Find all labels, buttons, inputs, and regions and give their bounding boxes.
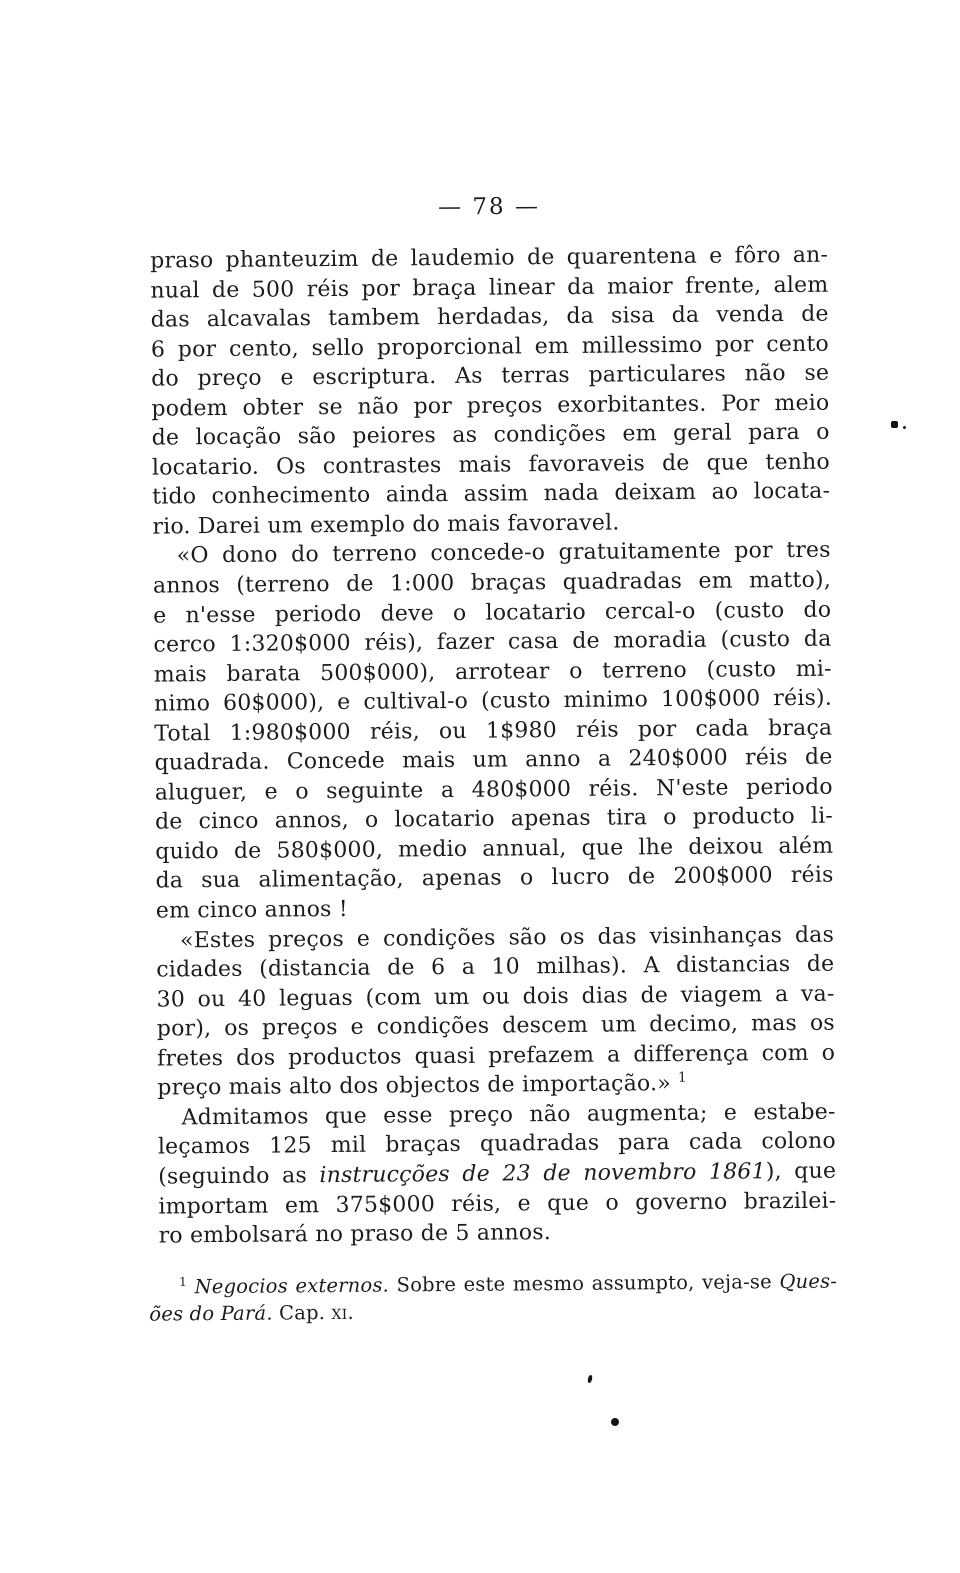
footnote-text: Cap. bbox=[272, 1300, 332, 1325]
text-line: cidades (distancia de 6 a 10 milhas). A distancias de bbox=[156, 951, 835, 983]
text-line: rio. Darei um exemplo do mais favoravel. bbox=[152, 510, 620, 540]
text-line: aluguer, e o seguinte a 480$000 réis. N'este periodo bbox=[154, 774, 833, 806]
line-prefix: (seguindo as bbox=[158, 1163, 320, 1190]
italic-work-title: Ques- bbox=[779, 1269, 838, 1293]
text-line: nimo 60$000), e cultival-o (custo minimo 100$000 réis). bbox=[153, 685, 833, 717]
ink-speck bbox=[611, 1418, 619, 1426]
text-line: «Estes preços e condições são os das visinhanças das bbox=[179, 922, 835, 953]
footnote-reference: 1 bbox=[677, 1069, 687, 1086]
text-line: «O dono do terreno concede-o gratuitamente por tres bbox=[176, 538, 831, 569]
text-line: Admitamos que esse preço não augmenta; e estabe- bbox=[181, 1099, 836, 1131]
text-line: em cinco annos ! bbox=[155, 896, 348, 924]
paragraph-4 bbox=[158, 1097, 837, 1251]
text-line: da sua alimentação, apenas o lucro de 200$000 réis bbox=[155, 863, 834, 895]
italic-work-title: ões do Pará. bbox=[149, 1301, 273, 1326]
text-line: 30 ou 40 leguas (com um ou dois dias de viagem a va- bbox=[156, 981, 835, 1013]
italic-work-title: Negocios externos. bbox=[194, 1273, 390, 1298]
text-block bbox=[150, 241, 837, 1327]
ink-speck bbox=[891, 421, 898, 428]
text-line: Total 1:980$000 réis, ou 1$980 réis por cada braça bbox=[154, 715, 833, 747]
italic-citation: instrucções de 23 de novembro 1861 bbox=[319, 1159, 766, 1189]
text-line: 6 por cento, sello proporcional em millessimo por cento bbox=[150, 331, 830, 363]
ink-speck bbox=[587, 1375, 593, 1384]
text-line: annos (terreno de 1:000 braças quadradas em matto), bbox=[152, 567, 832, 599]
footnote-text: Sobre este mesmo assumpto, veja-se bbox=[388, 1269, 780, 1297]
text-line: nual de 500 réis por braça linear da maior frente, alem bbox=[150, 272, 829, 304]
text-line: cerco 1:320$000 réis), fazer casa de moradia (custo da bbox=[153, 626, 832, 658]
text-line: importam em 375$000 réis, e que o governo brazilei- bbox=[158, 1188, 837, 1220]
text-line: mais barata 500$000), arrotear o terreno (custo mi- bbox=[153, 656, 832, 688]
chapter-numeral: xi bbox=[331, 1300, 348, 1324]
text-line: de locação são peiores as condições em geral para o bbox=[151, 419, 830, 451]
footnote-line bbox=[149, 1294, 837, 1327]
paragraph-2 bbox=[153, 536, 834, 926]
page-number: — 78 — bbox=[437, 193, 541, 221]
text-line: fretes dos productos quasi prefazem a differença com o bbox=[157, 1040, 836, 1072]
paragraph-3 bbox=[156, 920, 836, 1103]
text-line: por), os preços e condições descem um decimo, mas os bbox=[156, 1010, 835, 1042]
footnote-marker: 1 bbox=[178, 1274, 188, 1289]
paragraph-1 bbox=[150, 241, 831, 542]
text-line: quido de 580$000, medio annual, que lhe deixou além bbox=[155, 833, 834, 865]
text-line: e n'esse periodo deve o locatario cercal-o (custo do bbox=[153, 597, 832, 629]
text-line: tido conhecimento ainda assim nada deixam ao locata- bbox=[152, 479, 831, 510]
text-line: leçamos 125 mil braças quadradas para cada colono bbox=[157, 1129, 836, 1160]
text-line: quadrada. Concede mais um anno a 240$000 réis de bbox=[154, 744, 833, 776]
text-line: podem obter se não por preços exorbitantes. Por meio bbox=[151, 390, 830, 422]
quote-close-text: preço mais alto dos objectos de importação.» bbox=[157, 1071, 679, 1101]
ink-speck bbox=[903, 426, 906, 429]
text-line: de cinco annos, o locatario apenas tira o producto li- bbox=[154, 804, 834, 835]
footnote-text: . bbox=[347, 1300, 354, 1324]
footnote bbox=[149, 1267, 838, 1327]
text-line: locatario. Os contrastes mais favoraveis de que tenho bbox=[151, 449, 831, 481]
text-line: das alcavalas tambem herdadas, da sisa da venda de bbox=[150, 301, 829, 333]
text-line: praso phanteuzim de laudemio de quarentena e fôro an- bbox=[150, 242, 829, 274]
text-line: ro embolsará no praso de 5 annos. bbox=[158, 1220, 552, 1249]
line-suffix: ), que bbox=[765, 1158, 837, 1185]
text-line: do preço e escriptura. As terras particulares não se bbox=[151, 360, 830, 392]
